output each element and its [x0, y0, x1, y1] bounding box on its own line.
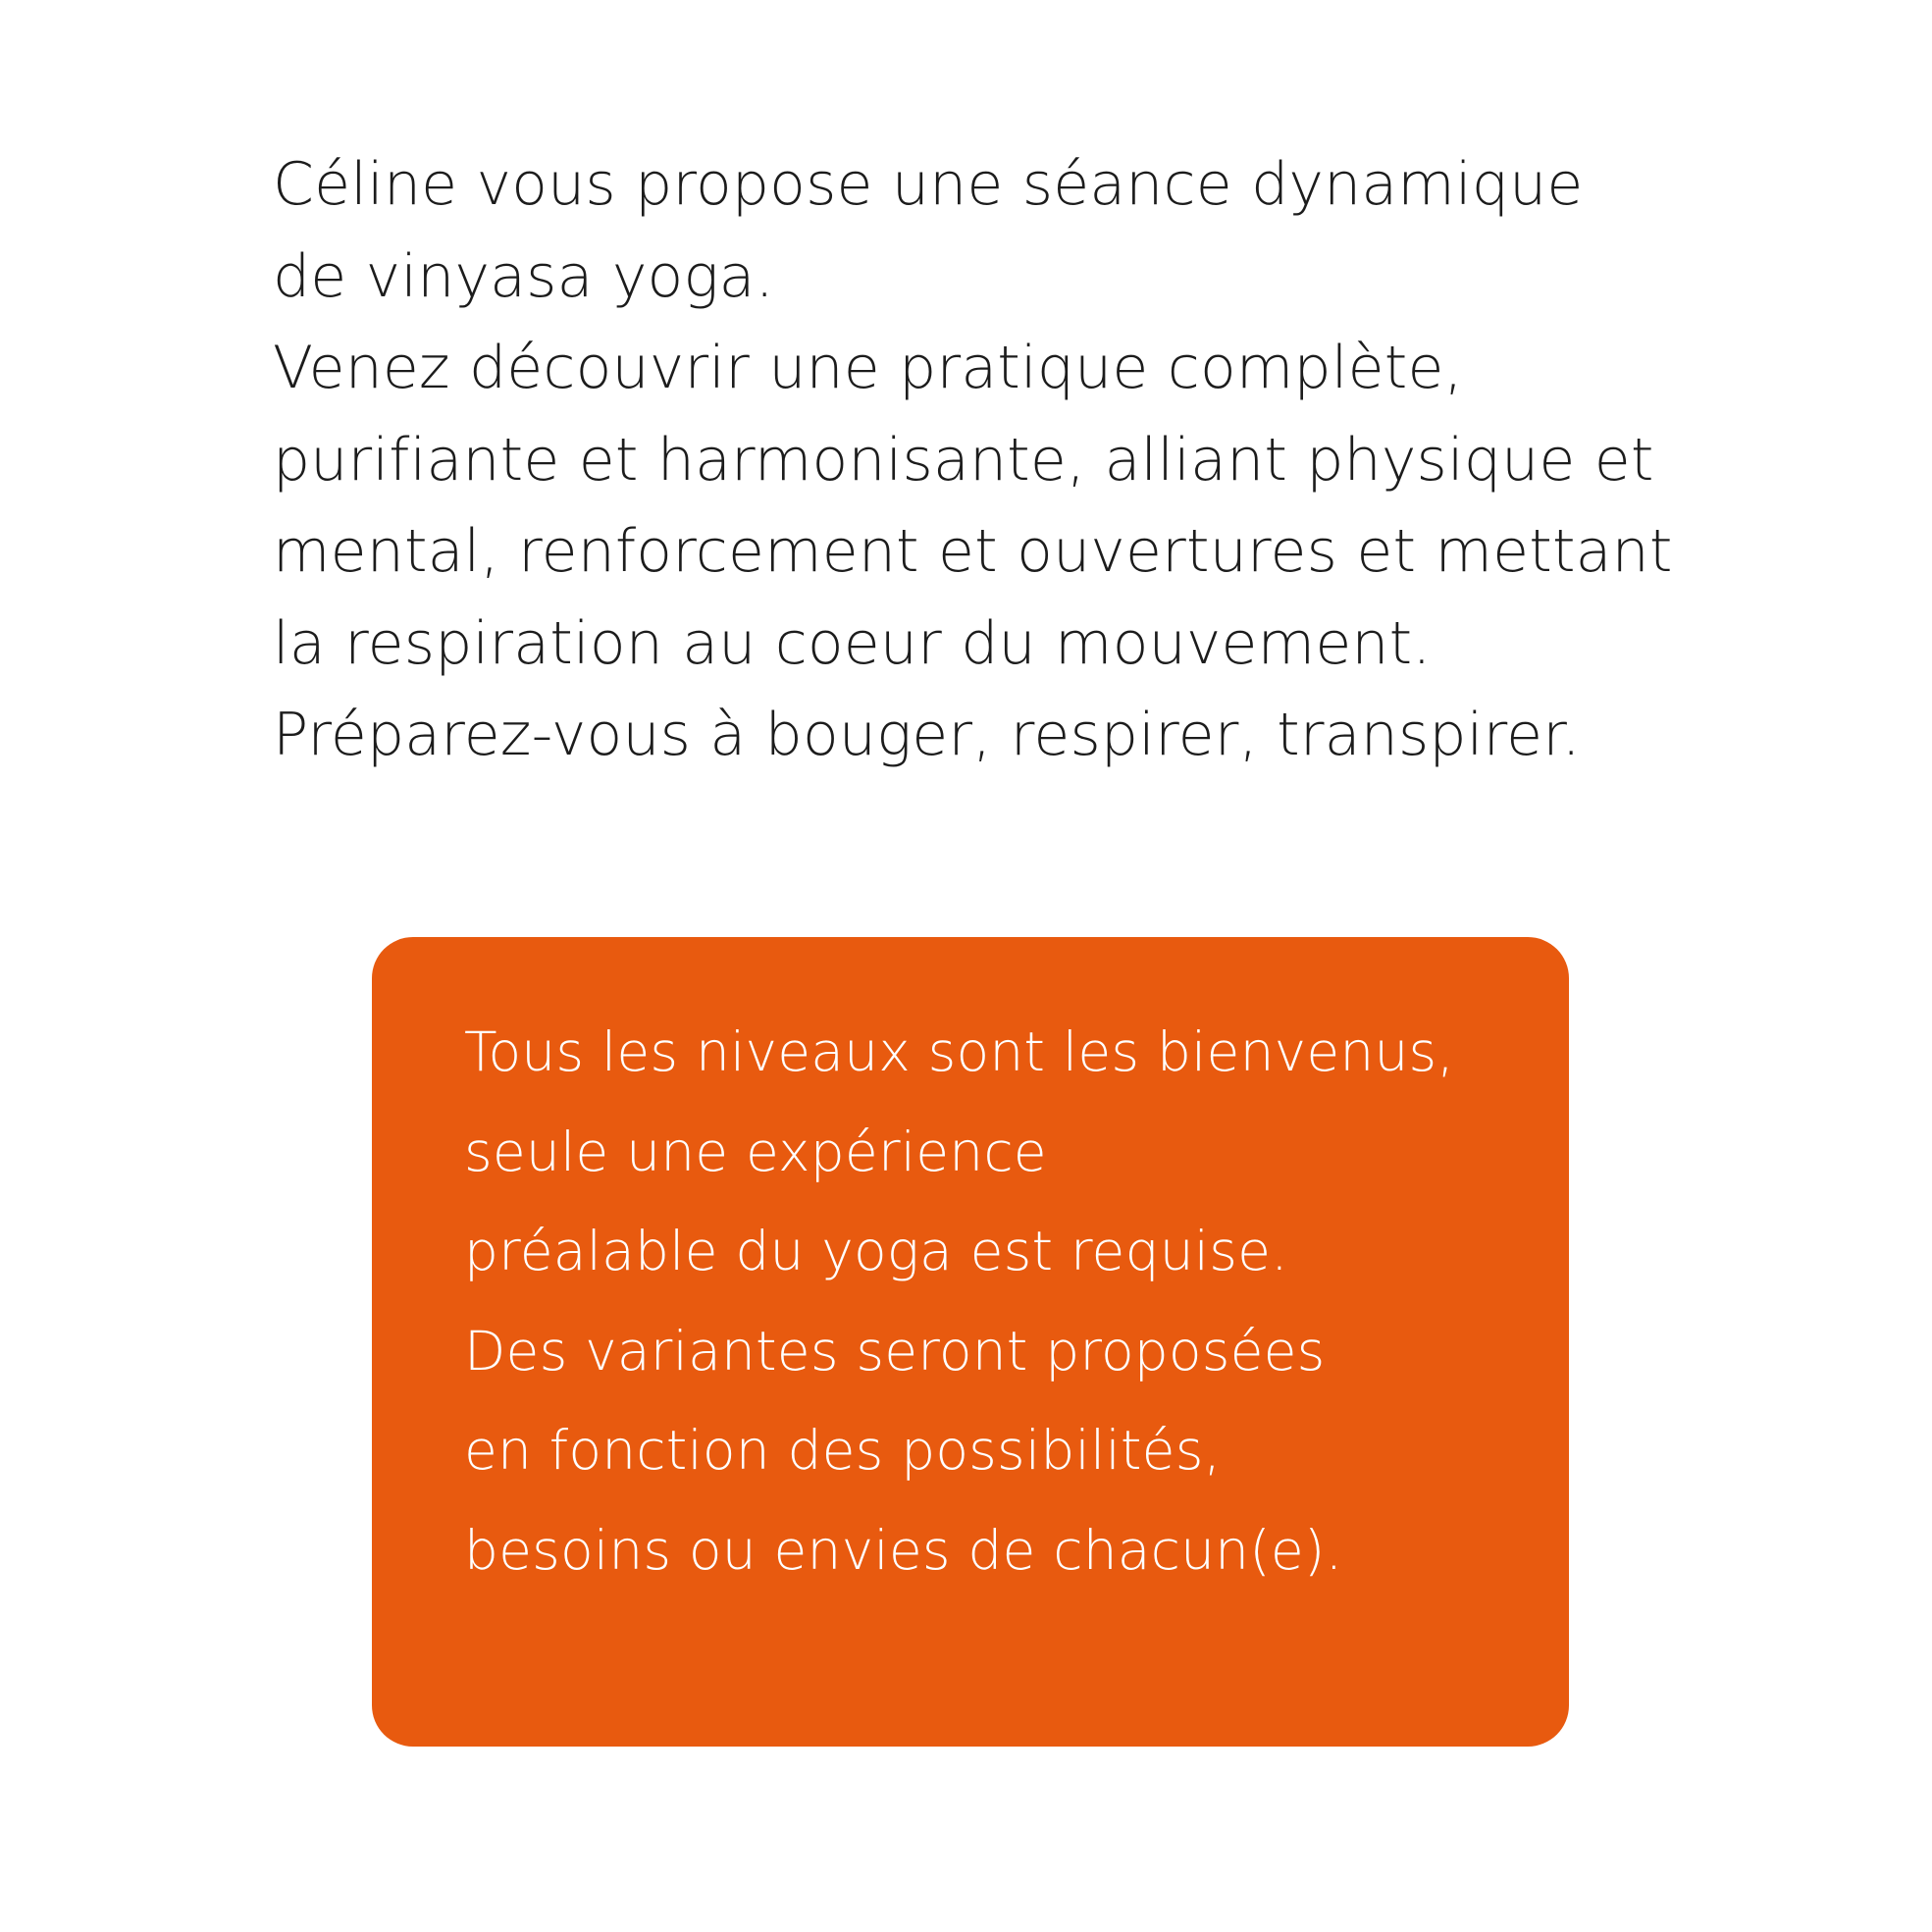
intro-line: Venez découvrir une pratique complète, [273, 334, 1463, 402]
intro-paragraph [273, 139, 1745, 782]
intro-line: Céline vous propose une séance dynamique [273, 150, 1584, 219]
intro-line: mental, renforcement et ouvertures et mettant [273, 517, 1673, 586]
intro-line: la respiration au coeur du mouvement. [273, 608, 1432, 678]
notice-line: besoins ou envies de chacun(e). [464, 1518, 1343, 1582]
intro-line: Préparez-vous à bouger, respirer, transpirer. [273, 701, 1581, 769]
intro-line: purifiante et harmonisante, alliant physique et [273, 425, 1654, 495]
levels-notice-text [464, 1003, 1543, 1601]
notice-line: préalable du yoga est requise. [464, 1220, 1288, 1283]
levels-notice-card [372, 937, 1569, 1747]
notice-line: en fonction des possibilités, [464, 1419, 1222, 1483]
notice-line: Des variantes seront proposées [464, 1319, 1326, 1383]
intro-line: de vinyasa yoga. [273, 241, 774, 311]
notice-line: Tous les niveaux sont les bienvenus, [464, 1020, 1455, 1083]
notice-line: seule une expérience [464, 1120, 1047, 1183]
